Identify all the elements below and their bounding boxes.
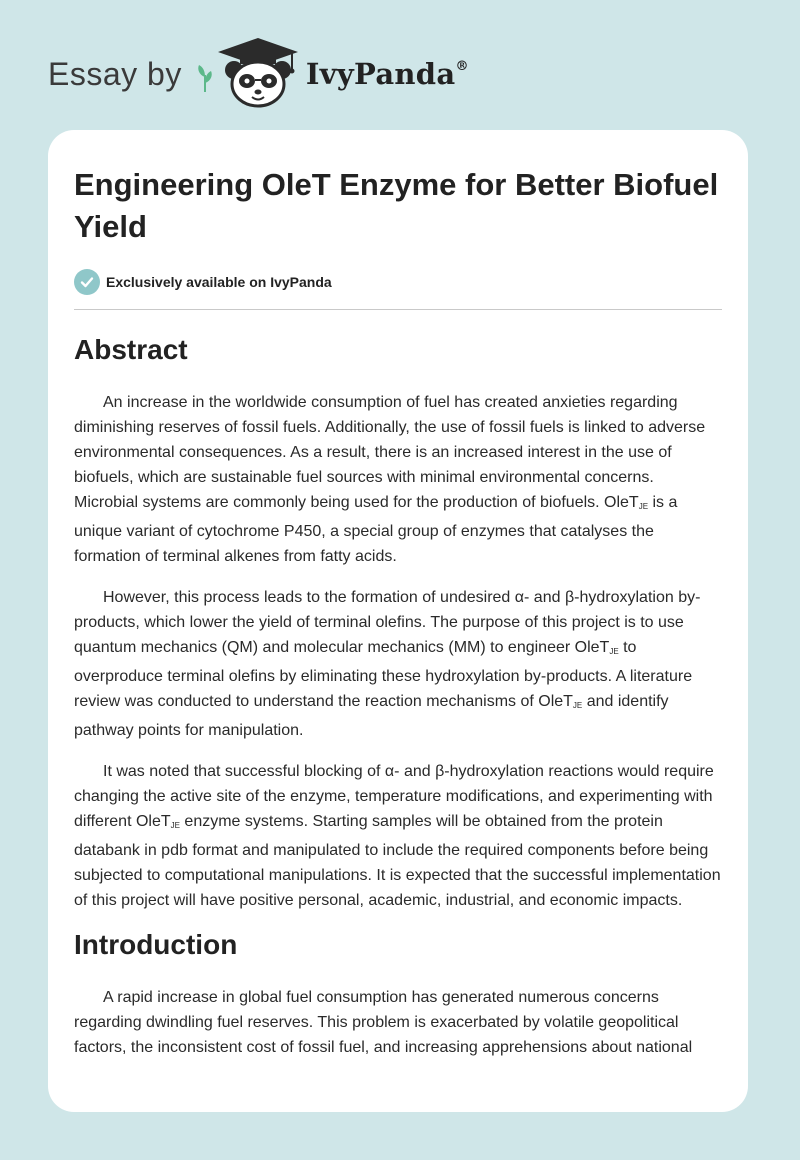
brand-name[interactable]: IvyPanda® bbox=[305, 57, 469, 91]
abstract-heading: Abstract bbox=[74, 334, 188, 365]
panda-mascot-icon bbox=[216, 36, 300, 113]
divider bbox=[74, 309, 722, 310]
introduction-paragraph-1: A rapid increase in global fuel consumption has generated numerous concerns regarding dwindling fuel reserves. This problem is exacerbated by volatile geopolitical factors, the inconsistent cost of fossil fuel, and increasing apprehensions about national bbox=[74, 989, 693, 1056]
leaf-icon bbox=[196, 63, 214, 98]
abstract-paragraph-2: However, this process leads to the formation of undesired α- and β-hydroxylation by-products, which lower the yield of terminal olefins. The purpose of this project is to use quantum mechanics (QM) and molecular mechanics (MM) to engineer OleT$_{JE}$ to overproduce terminal olefins by eliminating these hydroxylation by-products. A literature review was conducted to understand the reaction mechanisms of OleT$_{JE}$ and identify pathway points for manipulation. bbox=[74, 589, 701, 739]
essay-by-label: Essay by bbox=[48, 55, 182, 92]
essay-card bbox=[48, 130, 748, 1112]
check-icon bbox=[74, 269, 100, 295]
site-header bbox=[48, 34, 469, 114]
essay-title: Engineering OleT Enzyme for Better Biofuel Yield bbox=[74, 167, 719, 244]
exclusive-label: Exclusively available on IvyPanda bbox=[106, 274, 332, 290]
introduction-heading: Introduction bbox=[74, 929, 238, 960]
abstract-paragraph-1: An increase in the worldwide consumption of fuel has created anxieties regarding diminishing reserves of fossil fuels. Additionally, the use of fossil fuels is linked to adverse environmental consequences. As a result, there is an increased interest in the use of biofuels, which are sustainable fuel sources with minimal environmental concerns. Microbial systems are commonly being used for the production of biofuels. OleT$_{JE}$ is a unique variant of cytochrome P450, a special group of enzymes that catalyses the formation of terminal alkenes from fatty acids. bbox=[74, 394, 706, 565]
exclusive-badge bbox=[74, 268, 722, 296]
abstract-paragraph-3: It was noted that successful blocking of α- and β-hydroxylation reactions would require changing the active site of the enzyme, temperature modifications, and experimenting with different OleT$_{JE}$ enzyme systems. Starting samples will be obtained from the protein databank in pdb format and manipulated to include the required components before being subjected to computational manipulations. It is expected that the successful implementation of this project will have positive personal, academic, industrial, and economic impacts. bbox=[74, 763, 721, 909]
